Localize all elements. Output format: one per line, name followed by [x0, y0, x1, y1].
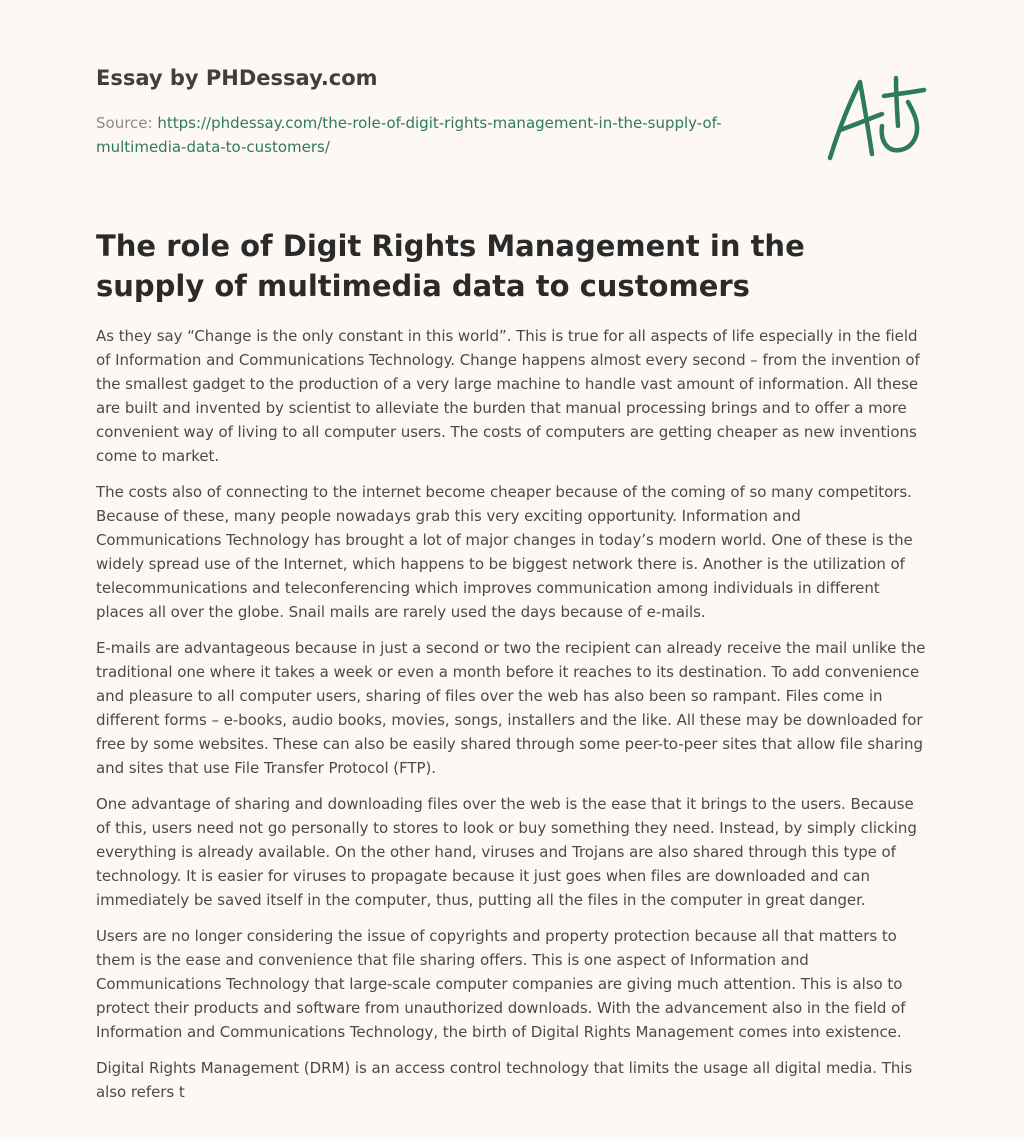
source-link[interactable]: https://phdessay.com/the-role-of-digit-rights-management-in-the-supply-of-multimedia-data-to-customers/	[96, 114, 722, 156]
essay-paragraph: One advantage of sharing and downloading files over the web is the ease that it brings to the users. Because of this, users need not go personally to stores to look or buy something they need. Instead, by simply clicking everything is already available. On the other hand, viruses and Trojans are also shared through this type of technology. It is easier for viruses to propagate because it just goes when files are downloaded and can immediately be saved itself in the computer, thus, putting all the files in the computer in great danger.	[96, 795, 917, 909]
source-line	[96, 111, 756, 159]
a-plus-grade-icon	[824, 70, 928, 164]
essay-paragraph: As they say “Change is the only constant in this world”. This is true for all aspects of life especially in the field of Information and Communications Technology. Change happens almost every second – from the invention of the smallest gadget to the production of a very large machine to handle vast amount of information. All these are built and invented by scientist to alleviate the burden that manual processing brings and to offer a more convenient way of living to all computer users. The costs of computers are getting cheaper as new inventions come to market.	[96, 327, 920, 465]
essay-paragraph: E-mails are advantageous because in just a second or two the recipient can already receive the mail unlike the traditional one where it takes a week or even a month before it reaches to its destination. To add convenience and pleasure to all computer users, sharing of files over the web has also been so rampant. Files come in different forms – e-books, audio books, movies, songs, installers and the like. All these may be downloaded for free by some websites. These can also be easily shared through some peer-to-peer sites that allow file sharing and sites that use File Transfer Protocol (FTP).	[96, 639, 926, 777]
essay-paragraph: The costs also of connecting to the internet become cheaper because of the coming of so many competitors. Because of these, many people nowadays grab this very exciting opportunity. Information and Communications Technology has brought a lot of major changes in today’s modern world. One of these is the widely spread use of the Internet, which happens to be biggest network there is. Another is the utilization of telecommunications and teleconferencing which improves communication among individuals in different places all over the globe. Snail mails are rarely used the days because of e-mails.	[96, 483, 913, 621]
essay-title: The role of Digit Rights Management in the supply of multimedia data to customers	[96, 229, 805, 303]
essay-paragraph: Digital Rights Management (DRM) is an access control technology that limits the usage all digital media. This also refers t	[96, 1059, 913, 1101]
site-title: Essay by PHDessay.com	[96, 66, 378, 90]
source-label: Source:	[96, 114, 158, 132]
essay-paragraph: Users are no longer considering the issue of copyrights and property protection because all that matters to them is the ease and convenience that file sharing offers. This is one aspect of Information and Communications Technology that large-scale computer companies are giving much attention. This is also to protect their products and software from unauthorized downloads. With the advancement also in the field of Information and Communications Technology, the birth of Digital Rights Management comes into existence.	[96, 927, 906, 1041]
essay-body	[96, 324, 928, 1116]
